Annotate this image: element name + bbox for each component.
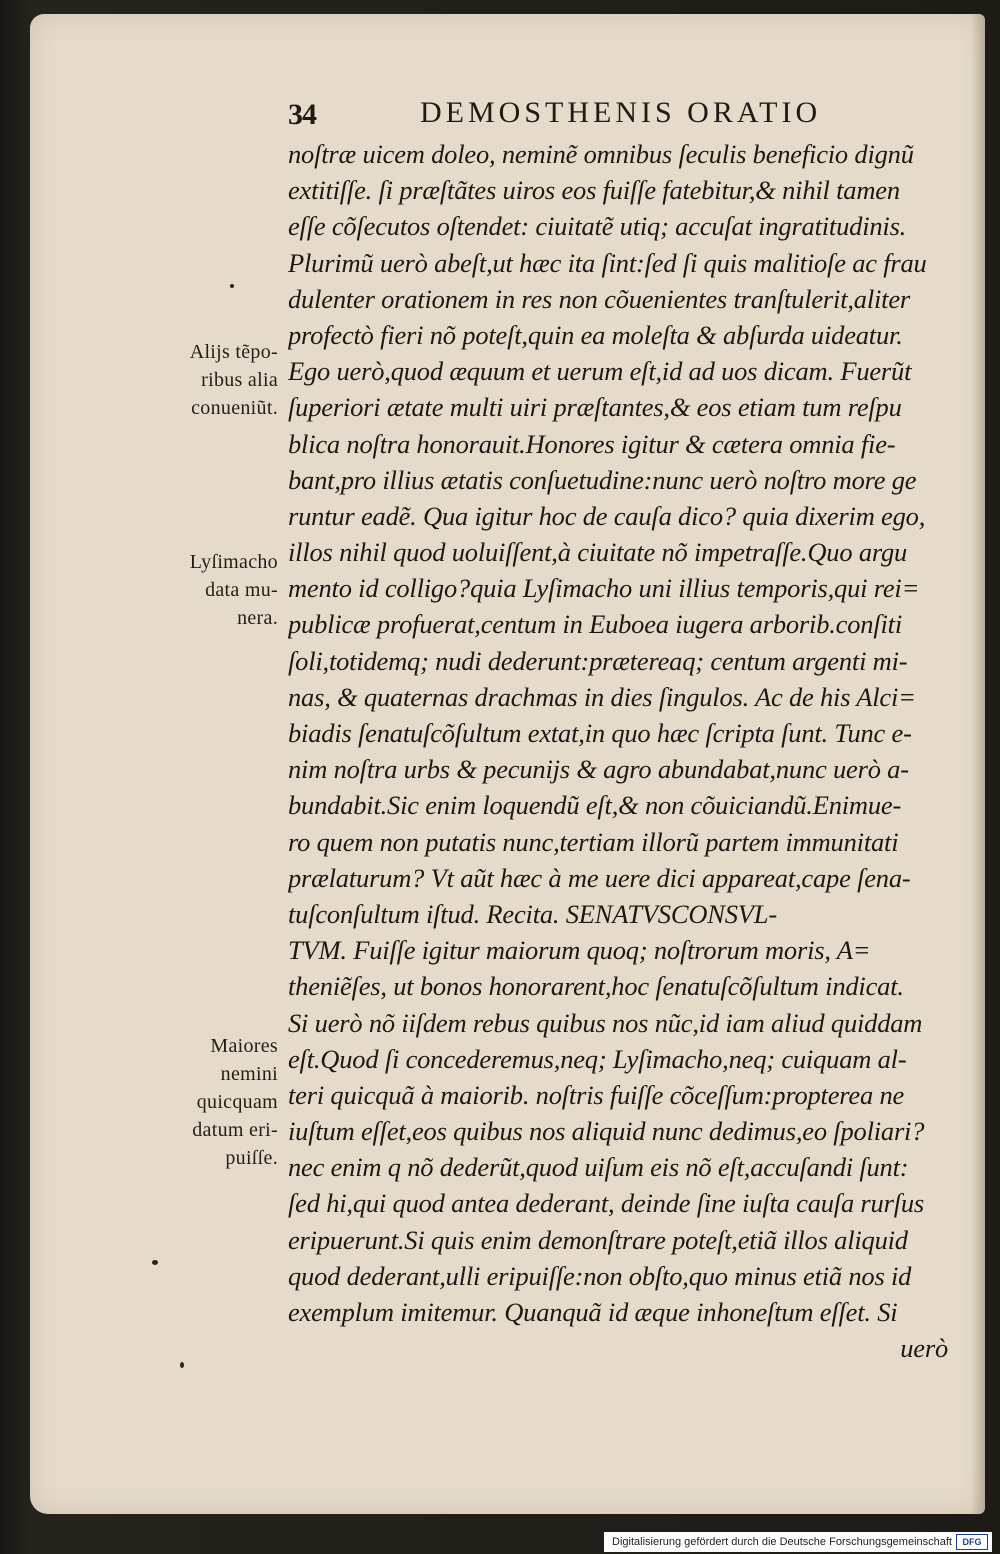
margin-note-line: Maiores: [210, 1035, 278, 1057]
text-line: iuſtum eſſet,eos quibus nos aliquid nunc dedimus,eo ſpoliari?: [288, 1116, 925, 1147]
dfg-logo-icon: DFG: [956, 1534, 988, 1550]
text-line: blica noſtra honorauit.Honores igitur & cætera omnia fie-: [288, 428, 896, 459]
funding-footer: [604, 1532, 992, 1552]
text-line: dulenter orationem in res non cõuenientes tranſtulerit,aliter: [288, 283, 911, 314]
text-line: illos nihil quod uoluiſſent,à ciuitate nõ impetraſſe.Quo argu: [288, 537, 908, 568]
text-line: extitiſſe. ſi præſtãtes uiros eos fuiſſe fatebitur,& nihil tamen: [288, 175, 900, 206]
body-text: [288, 136, 948, 1366]
text-line: nec enim q nõ dederũt,quod uiſum eis nõ eſt,accuſandi ſunt:: [288, 1152, 909, 1183]
text-line: ſed hi,qui quod antea dederant, deinde ſine iuſta cauſa rurſus: [288, 1188, 925, 1219]
page-header: [288, 92, 928, 136]
text-line: teri quicquã à maiorib. noſtris fuiſſe cõceſſum:propterea ne: [288, 1079, 905, 1110]
funding-note: Digitalisierung gefördert durch die Deutsche Forschungsgemeinschaft: [612, 1536, 952, 1548]
text-line: Si uerò nõ iiſdem rebus quibus nos nũc,id iam aliud quiddam: [288, 1007, 923, 1038]
text-line: nim noſtra urbs & pecunijs & agro abundabat,nunc uerò a-: [288, 754, 909, 785]
text-line: noſtræ uicem doleo, neminẽ omnibus ſeculis beneficio dignũ: [288, 139, 914, 169]
ink-speck: [230, 284, 234, 288]
margin-note-line: Lyſimacho: [189, 551, 278, 573]
text-line: ſuperiori ætate multi uiri præſtantes,& eos etiam tum reſpu: [288, 392, 902, 423]
text-line: tuſconſultum iſtud. Recita. SENATVSCONSVL-: [288, 898, 777, 929]
margin-note-line: conueniũt.: [191, 397, 278, 419]
text-line: profectò fieri nõ poteſt,quin ea moleſta & abſurda uideatur.: [288, 319, 903, 350]
ink-speck: [152, 1260, 158, 1265]
text-line: ro quem non putatis nunc,tertiam illorũ partem immunitati: [288, 826, 899, 857]
text-line: publicæ profuerat,centum in Euboea iugera arborib.conſiti: [288, 609, 902, 640]
text-line: Ego uerò,quod æquum et uerum eſt,id ad uos dicam. Fuerũt: [288, 356, 912, 387]
margin-note-line: nera.: [237, 607, 278, 629]
text-line: biadis ſenatuſcõſultum extat,in quo hæc ſcripta ſunt. Tunc e-: [288, 718, 912, 748]
margin-note-line: Alijs tẽpo-: [189, 341, 278, 363]
catchword: uerò: [900, 1333, 948, 1364]
page-number: 34: [288, 98, 316, 131]
text-line: bant,pro illius ætatis conſuetudine:nunc uerò noſtro more ge: [288, 464, 917, 495]
text-line: nas, & quaternas drachmas in dies ſingulos. Ac de his Alci=: [288, 681, 916, 712]
text-line: quod dederant,ulli eripuiſſe:non obſto,quo minus etiã nos id: [288, 1260, 912, 1291]
text-line: bundabit.Sic enim loquendũ eſt,& non cõuiciandũ.Enimue-: [288, 790, 902, 821]
text-line: TVM. Fuiſſe igitur maiorum quoq; noſtrorum moris, A=: [288, 935, 871, 966]
text-line: mento id colligo?quia Lyſimacho uni illius temporis,qui rei=: [288, 573, 920, 604]
running-head: DEMOSTHENIS ORATIO: [420, 96, 822, 129]
text-line: theniẽſes, ut bonos honorarent,hoc ſenatuſcõſultum indicat.: [288, 971, 904, 1002]
text-line: ſoli,totidemq; nudi dederunt:prætereaq; centum argenti mi-: [288, 645, 908, 676]
text-line: runtur eadẽ. Qua igitur hoc de cauſa dico? quia dixerim ego,: [288, 500, 926, 531]
text-line: exemplum imitemur. Quanquã id æque inhoneſtum eſſet. Si: [288, 1297, 898, 1327]
margin-note-other-times: [190, 338, 278, 422]
text-line: eſt.Quod ſi concederemus,neq; Lyſimacho,neq; cuiquam al-: [288, 1043, 907, 1074]
text-line: eripuerunt.Si quis enim demonſtrare poteſt,etiã illos aliquid: [288, 1224, 908, 1255]
margin-note-line: datum eri-: [192, 1119, 278, 1141]
text-line: Plurimũ uerò abeſt,ut hæc ita ſint:ſed ſi quis malitioſe ac frau: [288, 247, 927, 278]
margin-note-ancestors: [192, 1032, 278, 1172]
margin-note-line: data mu-: [205, 579, 278, 601]
margin-note-line: quicquam: [196, 1091, 278, 1113]
text-line: prælaturum? Vt aũt hæc à me uere dici appareat,cape ſena-: [288, 862, 911, 893]
margin-note-line: ribus alia: [201, 369, 278, 391]
text-line: eſſe cõſecutos oſtendet: ciuitatẽ utiq; accuſat ingratitudinis.: [288, 211, 907, 242]
ink-speck: [180, 1362, 184, 1368]
margin-note-line: puiſſe.: [225, 1147, 278, 1169]
margin-note-lysimachus: [190, 548, 278, 632]
margin-note-line: nemini: [220, 1063, 278, 1085]
